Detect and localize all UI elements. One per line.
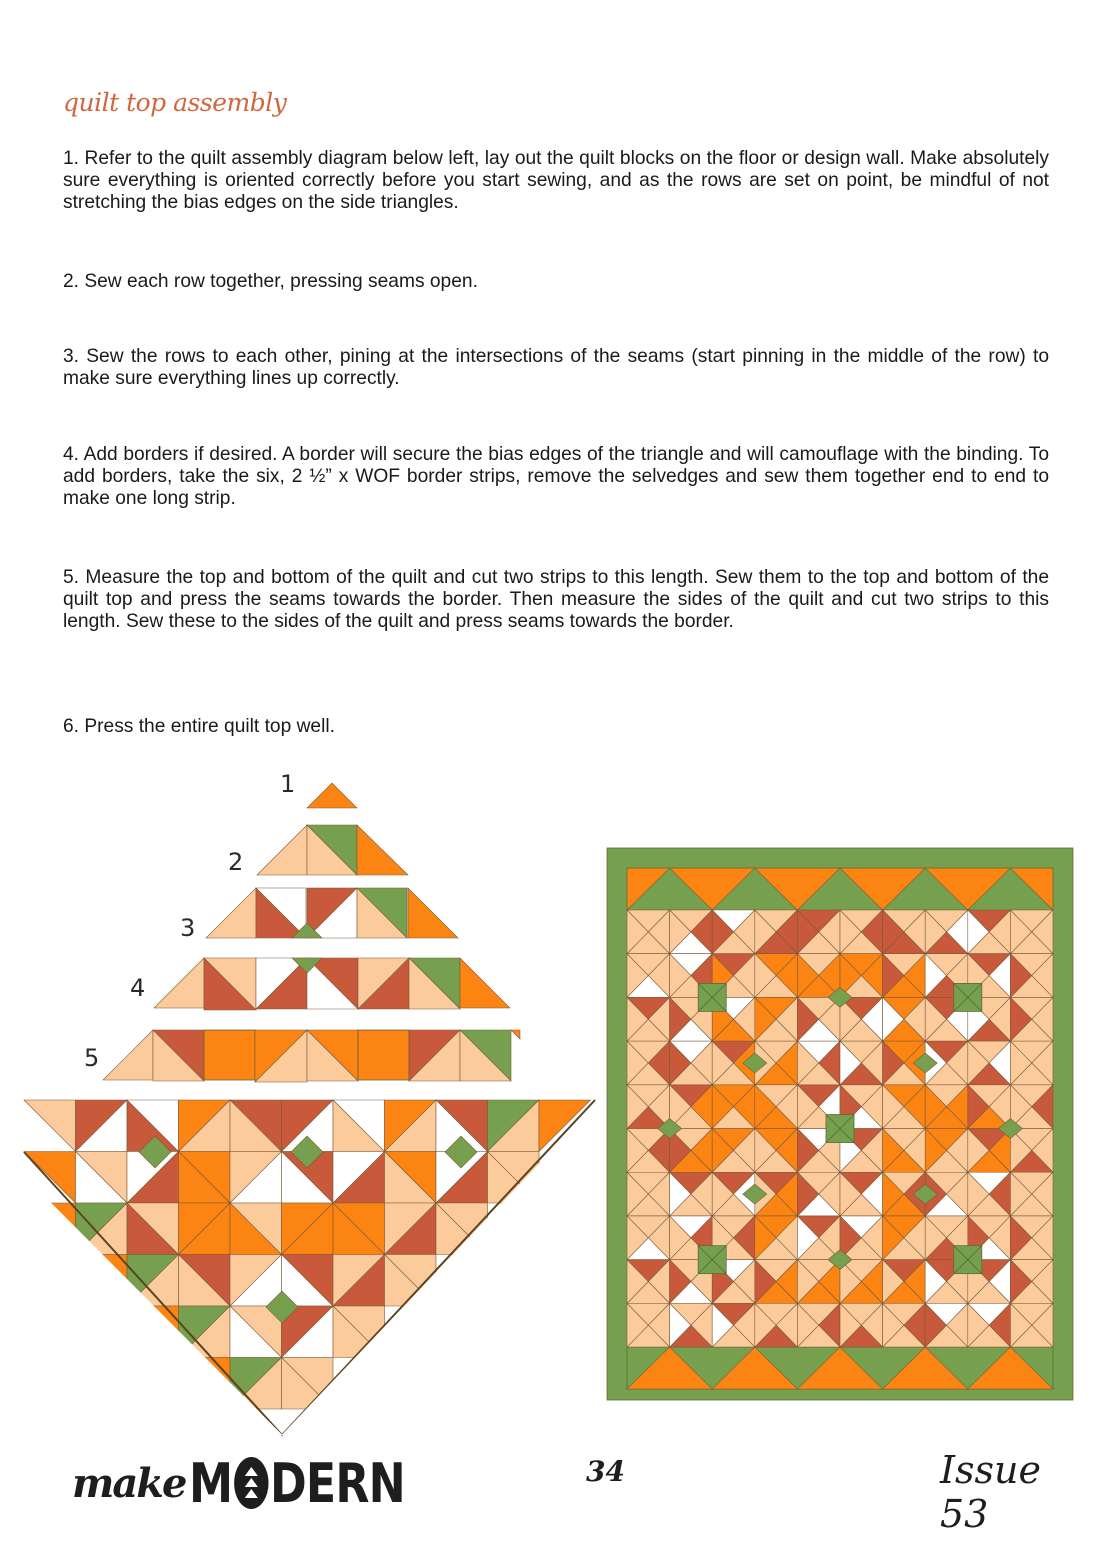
logo-tree-icon [234, 1457, 268, 1509]
step-3-text: 3. Sew the rows to each other, pining at the intersections of the seams (start pinning in the middle of the row) to make sure everything lines up correctly. [63, 346, 1049, 389]
row-3-piece [206, 888, 256, 938]
finished-quilt-pieces [607, 848, 1073, 1400]
row-4 [154, 958, 510, 1010]
lower-rows [0, 1100, 600, 1450]
step-5-text: 5. Measure the top and bottom of the quilt and cut two strips to this length. Sew them to the top and bottom of the quilt top and press the seams towards the border. Then measure the sides of the quilt and cut two strips to this length. Sew these to the sides of the quilt and press seams towards the border. [63, 567, 1049, 632]
row-label-5: 5 [84, 1044, 100, 1072]
assembly-diagram-rows [0, 740, 600, 1450]
bottom-setting-row [627, 1347, 1053, 1389]
quilt-block-field [627, 910, 1053, 1347]
step-3 [63, 346, 1049, 390]
row-5-piece [103, 1030, 153, 1080]
row-5 [103, 1030, 520, 1082]
row-3-piece [408, 888, 458, 938]
row-4-piece [154, 958, 204, 1008]
row-3 [206, 888, 458, 938]
top-setting-row [627, 868, 1053, 910]
row-5-piece [511, 1030, 520, 1039]
logo-make-text: make [72, 1459, 186, 1507]
row-label-1: 1 [280, 770, 296, 798]
row-1-triangle [307, 783, 357, 808]
logo-modern-text [189, 1452, 405, 1515]
logo-modern-rest: DERN [270, 1451, 406, 1515]
row-2 [257, 825, 408, 875]
row-2-piece [357, 825, 408, 875]
step-4 [63, 444, 1049, 509]
step-1 [63, 148, 1049, 213]
row-2-piece [257, 825, 307, 875]
row-label-3: 3 [180, 914, 196, 942]
row-label-4: 4 [130, 974, 146, 1002]
step-6-text: 6. Press the entire quilt top well. [63, 716, 335, 737]
issue-number: Issue 53 [940, 1448, 1041, 1536]
finished-quilt-diagram [600, 840, 1080, 1410]
lower-edge-triangle [24, 1100, 76, 1152]
row-5-unit [204, 1030, 255, 1080]
row-label-2: 2 [228, 848, 244, 876]
step-4-text: 4. Add borders if desired. A border will secure the bias edges of the triangle and will camouflage with the binding. To add borders, take the six, 2 ½” x WOF border strips, remove the selvedges and sew them together end to end to make one long strip. [63, 444, 1049, 509]
assembly-diagram-pieces [0, 783, 600, 1450]
step-2 [63, 271, 1049, 293]
step-5 [63, 567, 1049, 632]
step-2-text: 2. Sew each row together, pressing seams open. [63, 271, 478, 292]
step-1-text: 1. Refer to the quilt assembly diagram below left, lay out the quilt blocks on the floor or design wall. Make absolutely sure everything is oriented correctly before you start sewing, and as the rows are set on point, be mindful of not stretching the bias edges on the side triangles. [63, 148, 1049, 213]
section-heading: quilt top assembly [63, 88, 287, 117]
make-modern-logo [72, 1448, 453, 1518]
step-6 [63, 716, 1049, 738]
row-4-piece [460, 958, 510, 1008]
logo-modern-m: M [189, 1451, 233, 1515]
page-number: 34 [586, 1455, 625, 1488]
row-5-unit [358, 1030, 409, 1080]
